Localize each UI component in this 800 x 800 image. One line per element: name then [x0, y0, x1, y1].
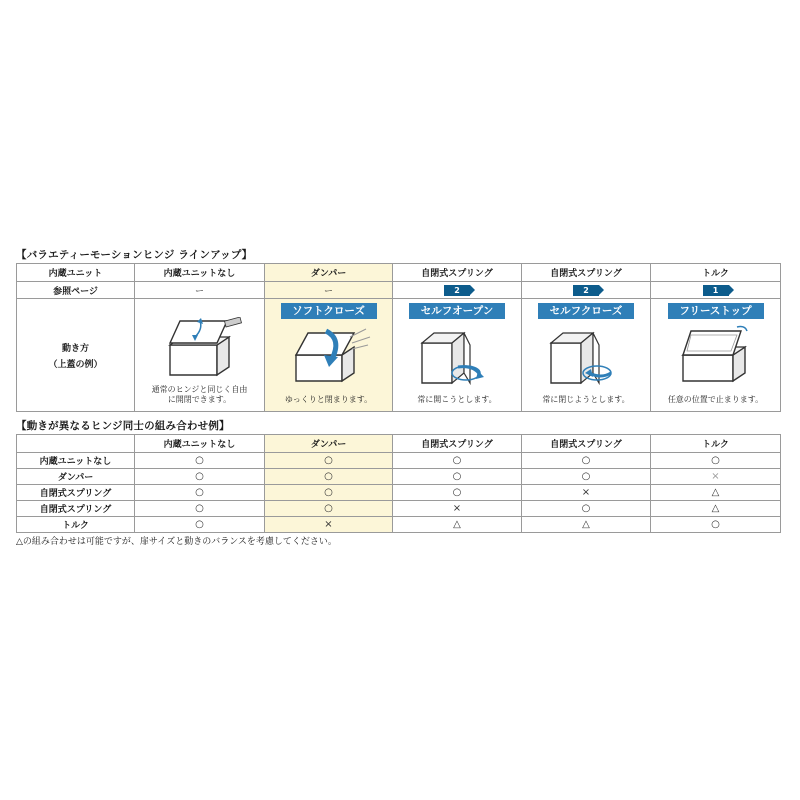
- combo-cell: △: [651, 485, 781, 501]
- combo-cell: ○: [135, 485, 265, 501]
- combos-title: 【動きが異なるヒンジ同士の組み合わせ例】: [16, 420, 230, 432]
- combos-row-label: ダンパー: [17, 469, 135, 485]
- table-row: [17, 501, 781, 517]
- combos-row-label: 内蔵ユニットなし: [17, 453, 135, 469]
- lineup-col-spring-close: 自閉式スプリング: [522, 264, 651, 282]
- lineup-title: 【バラエティーモーションヒンジ ラインアップ】: [16, 249, 253, 261]
- motion-row: [17, 299, 781, 412]
- caption-damper: ゆっくりと閉まります。: [284, 395, 373, 404]
- ref-page-spring-close: [522, 282, 651, 299]
- box-lid-open-illustration: [155, 317, 245, 379]
- combos-col-spring-close: 自閉式スプリング: [522, 435, 651, 453]
- combo-cell: ○: [393, 453, 522, 469]
- combo-cell: ×: [651, 469, 781, 485]
- ref-page-torque: [651, 282, 781, 299]
- combination-note: △の組み合わせは可能ですが、扉サイズと動きのバランスを考慮してください。: [16, 537, 337, 547]
- motion-damper: [265, 299, 393, 412]
- combo-cell: △: [651, 501, 781, 517]
- page-badge: 2: [444, 285, 470, 296]
- ref-page-label: 参照ページ: [17, 282, 135, 299]
- combo-cell: ×: [393, 501, 522, 517]
- soft-close-illustration: [284, 325, 374, 383]
- self-open-label: セルフオープン: [409, 303, 505, 319]
- lineup-header-row: [17, 264, 781, 282]
- lineup-col-none: 内蔵ユニットなし: [135, 264, 265, 282]
- combo-cell: ○: [522, 469, 651, 485]
- ref-page-none: ー: [135, 282, 265, 299]
- soft-close-label: ソフトクローズ: [281, 303, 377, 319]
- combos-col-spring-open: 自閉式スプリング: [393, 435, 522, 453]
- table-row: [17, 517, 781, 533]
- lineup-row-header: 内蔵ユニット: [17, 264, 135, 282]
- combos-col-none: 内蔵ユニットなし: [135, 435, 265, 453]
- self-close-label: セルフクローズ: [538, 303, 634, 319]
- combos-row-label: 自閉式スプリング: [17, 501, 135, 517]
- page-badge: 2: [573, 285, 599, 296]
- combos-corner: [17, 435, 135, 453]
- lineup-col-spring-open: 自閉式スプリング: [393, 264, 522, 282]
- combos-col-torque: トルク: [651, 435, 781, 453]
- ref-page-spring-open: [393, 282, 522, 299]
- caption-torque: 任意の位置で止まります。: [667, 395, 764, 404]
- free-stop-illustration: [671, 325, 761, 383]
- combo-cell: ○: [135, 469, 265, 485]
- combo-cell: ○: [393, 485, 522, 501]
- combo-cell: ○: [265, 469, 393, 485]
- motion-row-label: [17, 299, 135, 412]
- combo-cell: △: [393, 517, 522, 533]
- motion-torque: [651, 299, 781, 412]
- combos-row-label: 自閉式スプリング: [17, 485, 135, 501]
- motion-none: [135, 299, 265, 412]
- motion-row-label-line1: 動き方: [61, 343, 89, 354]
- table-row: [17, 485, 781, 501]
- lineup-col-torque: トルク: [651, 264, 781, 282]
- combo-cell: ○: [651, 517, 781, 533]
- combo-cell: ○: [651, 453, 781, 469]
- combo-cell: ○: [265, 485, 393, 501]
- caption-none: 通常のヒンジと同じく自由に開閉できます。: [151, 385, 248, 404]
- motion-spring-open: [393, 299, 522, 412]
- combo-cell: △: [522, 517, 651, 533]
- combo-cell: ○: [522, 453, 651, 469]
- combos-header-row: [17, 435, 781, 453]
- combo-cell: ○: [393, 469, 522, 485]
- ref-page-damper: ー: [265, 282, 393, 299]
- combos-table: [16, 434, 781, 533]
- combo-cell: ×: [522, 485, 651, 501]
- lineup-col-damper: ダンパー: [265, 264, 393, 282]
- combo-cell: ○: [265, 453, 393, 469]
- lineup-table: [16, 263, 781, 412]
- page-badge: 1: [703, 285, 729, 296]
- table-row: [17, 469, 781, 485]
- table-row: [17, 453, 781, 469]
- free-stop-label: フリーストップ: [668, 303, 764, 319]
- ref-page-row: [17, 282, 781, 299]
- combo-cell: ×: [265, 517, 393, 533]
- caption-spring-open: 常に開こうとします。: [417, 395, 497, 404]
- caption-spring-close: 常に閉じようとします。: [542, 395, 630, 404]
- motion-row-label-line2: （上蓋の例）: [48, 359, 103, 370]
- self-close-illustration: [541, 325, 631, 385]
- combo-cell: ○: [135, 501, 265, 517]
- combo-cell: ○: [522, 501, 651, 517]
- combos-col-damper: ダンパー: [265, 435, 393, 453]
- motion-spring-close: [522, 299, 651, 412]
- combos-row-label: トルク: [17, 517, 135, 533]
- combo-cell: ○: [135, 517, 265, 533]
- combo-cell: ○: [135, 453, 265, 469]
- combo-cell: ○: [265, 501, 393, 517]
- self-open-illustration: [412, 325, 502, 385]
